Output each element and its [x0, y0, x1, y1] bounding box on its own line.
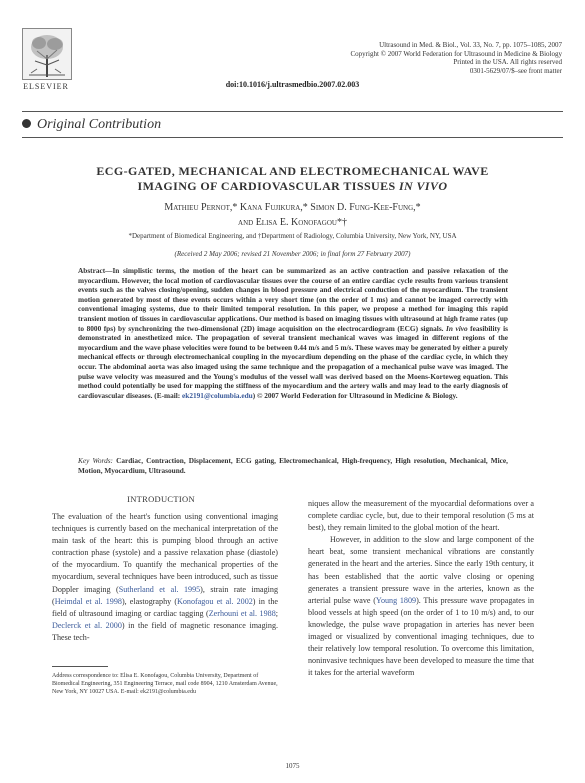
text: The evaluation of the heart's function using conventional imaging techniques is currently based on the mechanical interpretation of the main task of the heart: this is pumping blood through an active contraction phase (systole) and a passive relaxation phase (diastole) of the myocardium. To quantify the mechanical properties of the myocardium, several techniques have been introduced, such as tissue Doppler imaging (	[52, 512, 278, 594]
article-title	[0, 164, 585, 194]
doi[interactable]: doi:10.1016/j.ultrasmedbio.2007.02.003	[225, 80, 360, 89]
footnote: Address correspondence to: Elisa E. Konofagou, Columbia University, Department of Biomedical Engineering, 351 Engineering Terrace, mail code 8904, 1210 Amsterdam Avenue, New York, NY 10027 USA. E-mail: ek2191@columbia.edu	[52, 673, 278, 695]
authors	[0, 200, 585, 230]
citation-link[interactable]: Young 1809	[375, 595, 417, 605]
citation-link[interactable]: Declerck et al. 2000	[52, 620, 122, 630]
abstract-text: feasibility is demonstrated in anesthetized mice. The propagation of several transient mechanical waves was imaged in different regions of the myocardium and the wave phase velocities were found to be between 0.44 m/s and 5 m/s. These waves may be generated by either a purely mechanical effects or through electromechanical coupling in the myocardium depending on the phase of the cardiac cycle, in which they occur. The abdominal aorta was also imaged using the same technique and the propagation of a mechanical pulse wave was imaged. The pulse wave velocity was measured and the Young's modulus of the vessel wall was derived based on the Moens-Korteweg equation. This method could potentially be used for mapping the stiffness of the myocardium and the artery walls and may lead to the early diagnosis of cardiovascular diseases. (E-mail:	[78, 323, 508, 400]
title-text: IMAGING OF CARDIOVASCULAR TISSUES	[137, 179, 399, 193]
journal-line: Ultrasound in Med. & Biol., Vol. 33, No. 7, pp. 1075–1085, 2007	[379, 41, 562, 49]
citation-link[interactable]: Sutherland et al. 1995	[118, 584, 201, 594]
keywords-text: Cardiac, Contraction, Displacement, ECG gating, Electromechanical, High-frequency, High resolution, Mechanical, Mice, Motion, Myocardium, Ultrasound.	[78, 456, 508, 475]
right-column	[308, 498, 534, 679]
abstract	[78, 266, 508, 400]
header-rule-top	[22, 111, 563, 112]
text: ) in the field of ultrasound imaging or cardiac tagging (	[52, 596, 278, 618]
title-line: ECG-GATED, MECHANICAL AND ELECTROMECHANICAL WAVE	[96, 164, 489, 178]
footnote-rule	[52, 666, 108, 667]
journal-line: Copyright © 2007 World Federation for Ultrasound in Medicine & Biology	[350, 49, 562, 58]
authors-line: and Elisa E. Konofagou*†	[238, 217, 347, 228]
citation-link[interactable]: Zerhouni et al. 1988	[208, 608, 276, 618]
citation-link[interactable]: Konofagou et al. 2002	[177, 596, 253, 606]
header-rule-bottom	[22, 137, 563, 138]
affiliation: *Department of Biomedical Engineering, and †Department of Radiology, Columbia University, New York, NY, USA	[128, 232, 457, 240]
abstract-text: Abstract—In simplistic terms, the motion of the heart can be summarized as an active contraction and passive relaxation of the myocardium. However, the local motion of cardiovascular tissues over the course of an entire cardiac cycle results from various transient events such as the valves closing/opening, sudden changes in blood pressure and electrical conduction of the myocardium. The transient motion generated by most of these events occurs within a very short time (on the order of 1 ms) and cannot be imaged correctly with conventional imaging systems, due to their limited temporal resolution. In this paper, we propose a method for imaging this rapid transient motion of tissues in cardiovascular applications. Our method is based on imaging tissues with ultrasound at high frame rates (up to 8000 fps) by synchronizing the two-dimensional (2D) image acquisition on the electrocardiogram (ECG) signals.	[78, 266, 508, 333]
page-number: 1075	[285, 762, 300, 770]
keywords	[78, 456, 508, 475]
text: ) in the field of magnetic resonance imaging. These tech-	[52, 620, 279, 642]
text: ), strain rate imaging (	[52, 584, 278, 606]
received-dates: (Received 2 May 2006; revised 21 November 2006; in final form 27 February 2007)	[174, 250, 411, 258]
tree-icon	[22, 28, 72, 80]
citation-link[interactable]: Heimdal et al. 1998	[54, 596, 122, 606]
publisher-name: ELSEVIER	[23, 82, 69, 91]
paragraph	[308, 534, 534, 679]
text: ), elastography (	[121, 596, 178, 606]
abstract-italic: In vivo	[446, 323, 468, 333]
left-column	[52, 511, 278, 644]
bullet-icon	[22, 119, 31, 128]
keywords-label: Key Words:	[78, 456, 113, 465]
paragraph	[52, 511, 278, 644]
email-link[interactable]: ek2191@columbia.edu	[182, 390, 253, 400]
title-line	[0, 179, 585, 194]
title-italic: IN VIVO	[398, 179, 448, 193]
journal-line: 0301-5629/07/$–see front matter	[469, 66, 562, 75]
section-label	[22, 117, 161, 133]
section-label-text: Original Contribution	[37, 117, 162, 132]
journal-info	[262, 41, 562, 75]
abstract-text: ) © 2007 World Federation for Ultrasound in Medicine & Biology.	[252, 390, 458, 400]
text: ). This pressure wave propagates in blood vessels at high speed (on the order of 1 to 10 m/s) and, to our knowledge, the pulse wave propagation in arteries has never been imaged or visualized by conventional imaging techniques, due to their relatively low temporal resolution. To overcome this limitation, noninvasive techniques have been developed to measure the time that it takes for the arterial waveform	[308, 595, 535, 678]
section-heading: INTRODUCTION	[127, 494, 195, 504]
authors-line: Mathieu Pernot,* Kana Fujikura,* Simon D. Fung-Kee-Fung,*	[164, 202, 421, 213]
text: ;	[275, 608, 278, 618]
text: However, in addition to the slow and large component of the heart beat, some transient mechanical vibrations are constantly generated in the heart and the arteries. Since the early 19th century, it has been established that the aortic valve closing or opening generates a transient pressure wave in the arteries, known as the arterial pulse wave (	[308, 535, 534, 605]
paragraph: niques allow the measurement of the myocardial deformations over a complete cardiac cycle, but, due to their temporal resolution (5 ms at best), they remain limited to the global motion of the heart.	[308, 499, 534, 533]
journal-line: Printed in the USA. All rights reserved	[453, 58, 562, 67]
